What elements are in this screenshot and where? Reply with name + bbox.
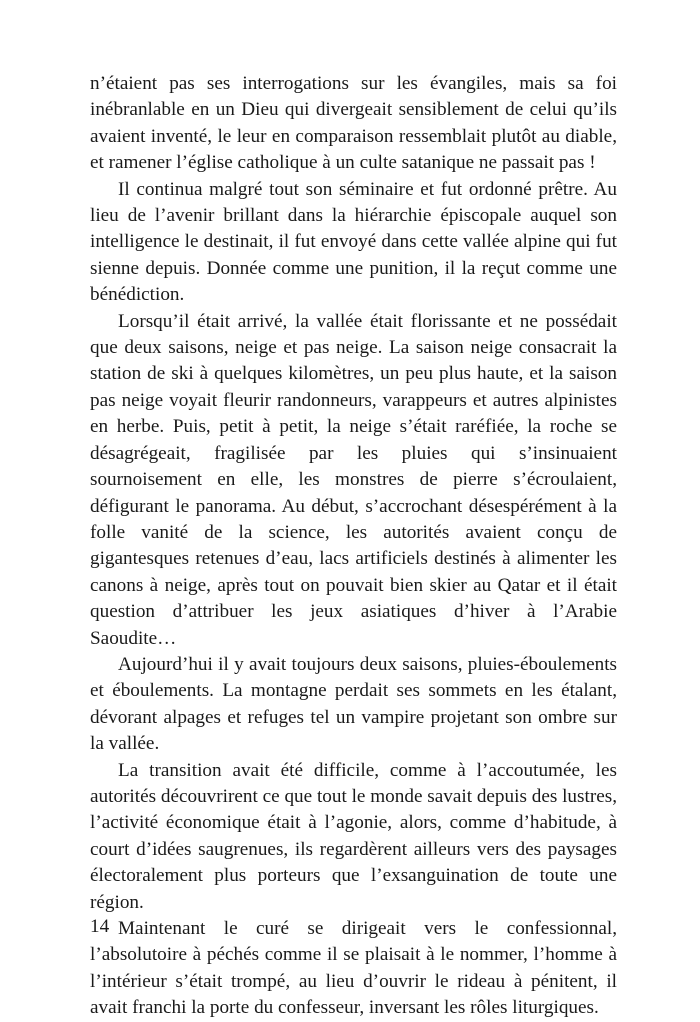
page-body	[90, 71, 617, 1022]
paragraph-4: Aujourd’hui il y avait toujours deux saisons, pluies-éboulements et éboulements. La montagne perdait ses sommets en les étalant, dévorant alpages et refuges tel un vampire projetant son ombre sur la vallée.	[90, 653, 617, 755]
paragraph-3: Lorsqu’il était arrivé, la vallée était florissante et ne possédait que deux saisons, neige et pas neige. La saison neige consacrait la station de ski à quelques kilomètres, un peu plus haute, et la saison pas neige voyait fleurir randonneurs, varappeurs et autres alpinistes en herbe. Puis, petit à petit, la neige s’était raréfiée, la roche se désagrégeait, fragilisée par les pluies qui s’insinuaient sournoisement en elle, les monstres de pierre s’écroulaient, défigurant le panorama. Au début, s’accrochant désespérément à la folle vanité de la science, les autorités avaient conçu de gigantesques retenues d’eau, lacs artificiels destinés à alimenter les canons à neige, après tout on pouvait bien skier au Qatar et il était question d’attribuer les jeux asiatiques d’hiver à l’Arabie Saoudite…	[90, 310, 617, 649]
paragraph-5: La transition avait été difficile, comme à l’accoutumée, les autorités découvrirent ce que tout le monde savait depuis des lustres, l’activité économique était à l’agonie, alors, comme d’habitude, à court d’idées saugrenues, ils regardèrent ailleurs vers des paysages électoralement plus porteurs que l’exsanguination de toute une région.	[90, 759, 617, 913]
page-number: 14	[90, 916, 110, 937]
paragraph-2: Il continua malgré tout son séminaire et fut ordonné prêtre. Au lieu de l’avenir brillant dans la hiérarchie épiscopale auquel son intelligence le destinait, il fut envoyé dans cette vallée alpine qui fut sienne depuis. Donnée comme une punition, il la reçut comme une bénédiction.	[90, 178, 617, 306]
paragraph-1: n’étaient pas ses interrogations sur les évangiles, mais sa foi inébranlable en un Dieu qui divergeait sensiblement de celui qu’ils avaient inventé, le leur en comparaison ressemblait plutôt au diable, et ramener l’église catholique à un culte satanique ne passait pas !	[90, 73, 617, 174]
paragraph-6: Maintenant le curé se dirigeait vers le confessionnal, l’absolutoire à péchés comme il se plaisait à le nommer, l’homme à l’intérieur s’était trompé, au lieu d’ouvrir le rideau à pénitent, il avait franchi la porte du confesseur, inversant les rôles liturgiques.	[90, 918, 617, 1019]
